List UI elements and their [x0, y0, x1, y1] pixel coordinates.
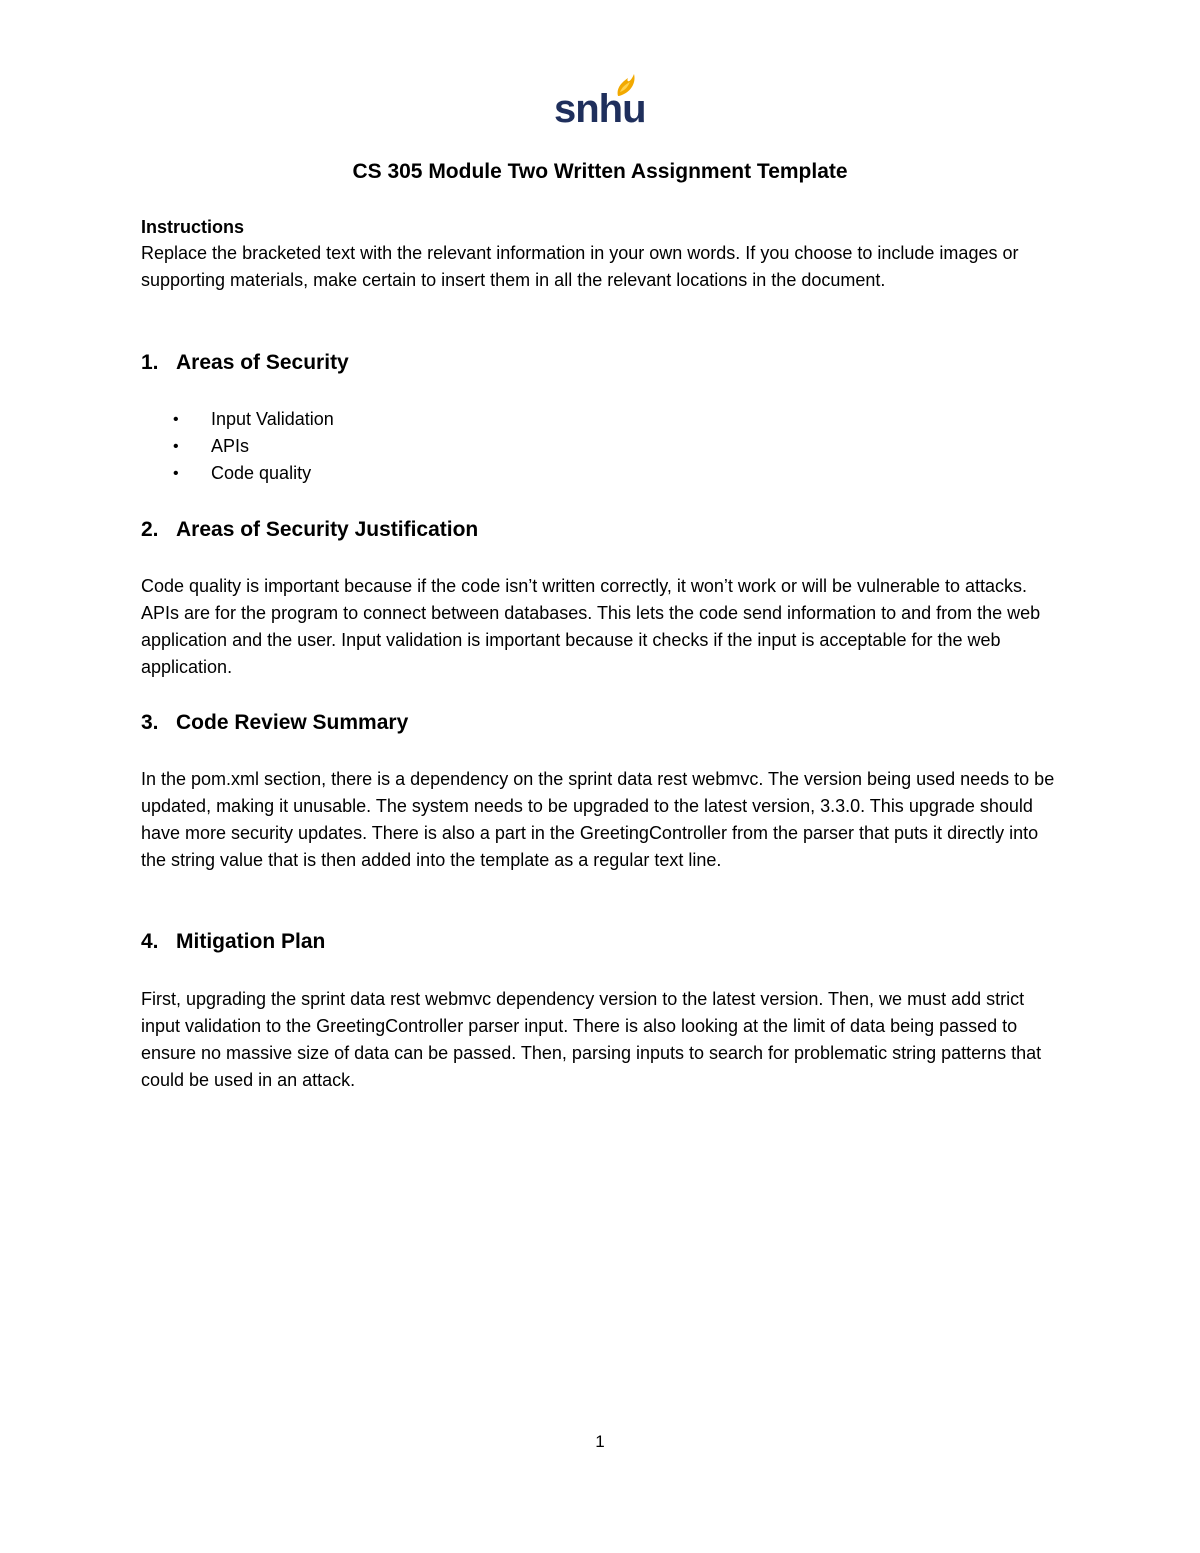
list-item-text: APIs — [211, 436, 250, 456]
instructions-label: Instructions — [141, 217, 245, 237]
section-title: Mitigation Plan — [176, 930, 326, 953]
document-title: CS 305 Module Two Written Assignment Template — [352, 160, 848, 183]
section-heading-areas-of-security — [141, 349, 349, 377]
section-number: 3. — [141, 711, 159, 734]
list-item-text: Code quality — [211, 463, 312, 483]
justification-body: Code quality is important because if the code isn’t written correctly, it won’t work or will be vulnerable to attacks. APIs are for the program to connect between databases. This lets the code send information to and from the web application and the user. Input validation is important because it checks if the input is acceptable for the web application. — [141, 576, 1041, 677]
bullet-icon: • — [173, 411, 179, 428]
section-heading-mitigation — [141, 928, 325, 956]
bullet-icon: • — [173, 438, 179, 455]
section-number: 4. — [141, 930, 159, 953]
list-item-text: Input Validation — [211, 409, 334, 429]
section-heading-justification — [141, 516, 478, 544]
list-item — [173, 433, 334, 460]
code-review-body: In the pom.xml section, there is a dependency on the sprint data rest webmvc. The version being used needs to be updated, making it unusable. The system needs to be upgraded to the latest version, 3.3.0. This upgrade should have more security updates. There is also a part in the GreetingController from the parser that puts it directly into the string value that is then added into the template as a regular text line. — [141, 769, 1055, 870]
section-number: 1. — [141, 351, 159, 374]
section-title: Code Review Summary — [176, 711, 409, 734]
snhu-logo — [554, 72, 644, 134]
list-item — [173, 406, 334, 433]
security-areas-list — [173, 406, 334, 487]
mitigation-body: First, upgrading the sprint data rest webmvc dependency version to the latest version. Then, we must add strict input validation to the GreetingController parser input. There is also looking at the limit of data being passed to ensure no massive size of data can be passed. Then, parsing inputs to search for problematic string patterns that could be used in an attack. — [141, 989, 1042, 1090]
section-title: Areas of Security Justification — [176, 518, 479, 541]
bullet-icon: • — [173, 465, 179, 482]
list-item — [173, 460, 334, 487]
section-title: Areas of Security — [176, 351, 349, 374]
instructions-text: Replace the bracketed text with the relevant information in your own words. If you choose to include images or supporting materials, make certain to insert them in all the relevant locations in the document. — [141, 243, 1019, 290]
section-heading-code-review — [141, 709, 408, 737]
section-number: 2. — [141, 518, 159, 541]
page-number: 1 — [595, 1432, 605, 1451]
logo-wordmark: snhu — [554, 87, 646, 131]
